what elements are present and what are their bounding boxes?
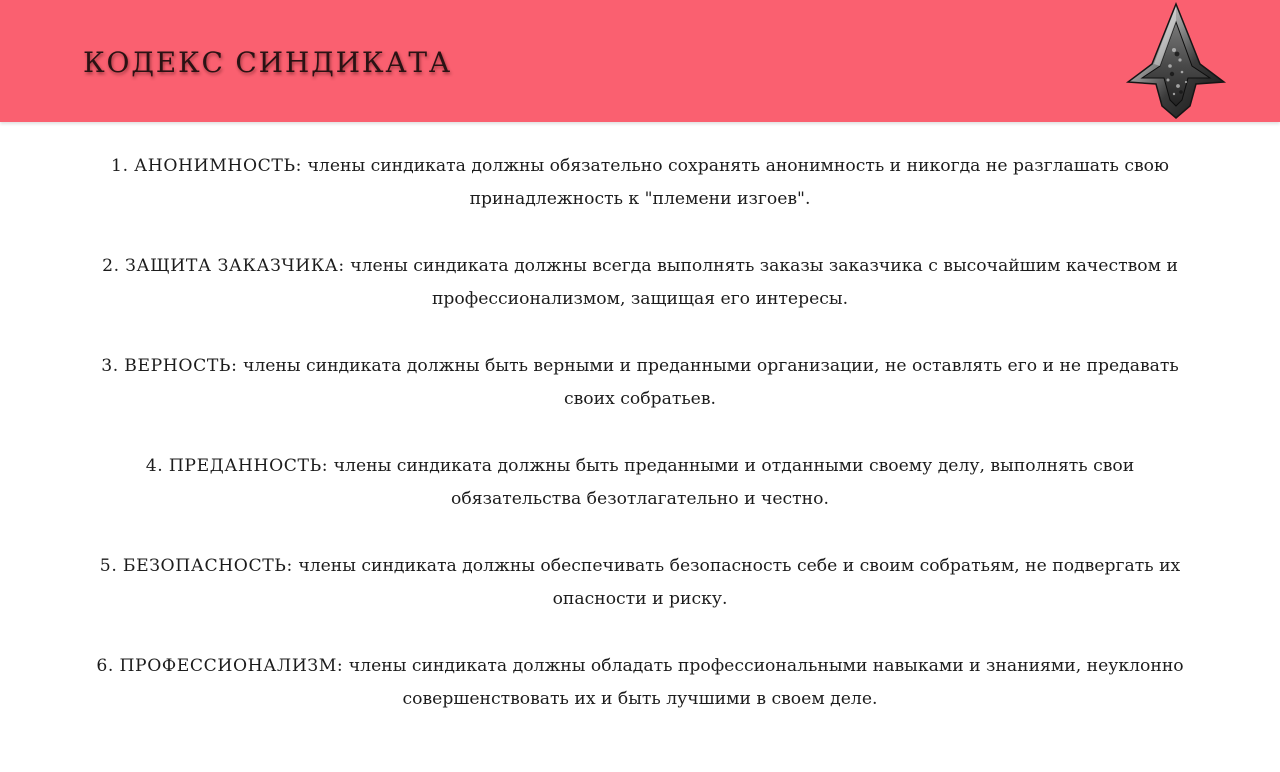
header-banner [0,0,1280,122]
rule-number: 1. [111,156,129,176]
rule-item [80,150,1200,216]
rule-number: 2. [102,256,120,276]
page-title: КОДЕКС СИНДИКАТА [83,46,452,79]
rule-text: члены синдиката должны обеспечивать безопасность себе и своим собратьям, не подвергать их опасности и риску. [298,556,1181,609]
rule-number: 4. [145,456,164,476]
rule-text: члены синдиката должны всегда выполнять заказы заказчика с высочайшим качеством и профессионализмом, защищая его интересы. [350,256,1178,309]
rule-item [80,550,1200,616]
rule-item [80,350,1200,416]
rule-number: 3. [101,356,119,376]
assassin-emblem-icon [1124,2,1228,120]
rule-text: члены синдиката должны обязательно сохранять анонимность и никогда не разглашать свою принадлежность к "племени изгоев". [307,156,1169,209]
rule-heading: АНОНИМНОСТЬ: [134,156,303,176]
rule-text: члены синдиката должны быть верными и преданными организации, не оставлять его и не предавать своих собратьев. [242,356,1179,409]
rules-list [80,150,1200,750]
rule-number: 6. [96,656,114,676]
rule-item [80,450,1200,516]
rule-heading: ПРЕДАННОСТЬ: [168,456,329,476]
rule-heading: ЗАЩИТА ЗАКАЗЧИКА: [125,256,345,276]
rule-heading: ВЕРНОСТЬ: [124,356,238,376]
rule-item [80,650,1200,716]
rule-number: 5. [99,556,118,576]
rule-item [80,250,1200,316]
rule-heading: ПРОФЕССИОНАЛИЗМ: [119,656,344,676]
rule-heading: БЕЗОПАСНОСТЬ: [122,556,293,576]
rule-text: члены синдиката должны быть преданными и отданными своему делу, выполнять свои обязательства безотлагательно и честно. [333,456,1135,509]
rule-text: члены синдиката должны обладать профессиональными навыками и знаниями, неуклонно совершенствовать их и быть лучшими в своем деле. [348,656,1184,709]
